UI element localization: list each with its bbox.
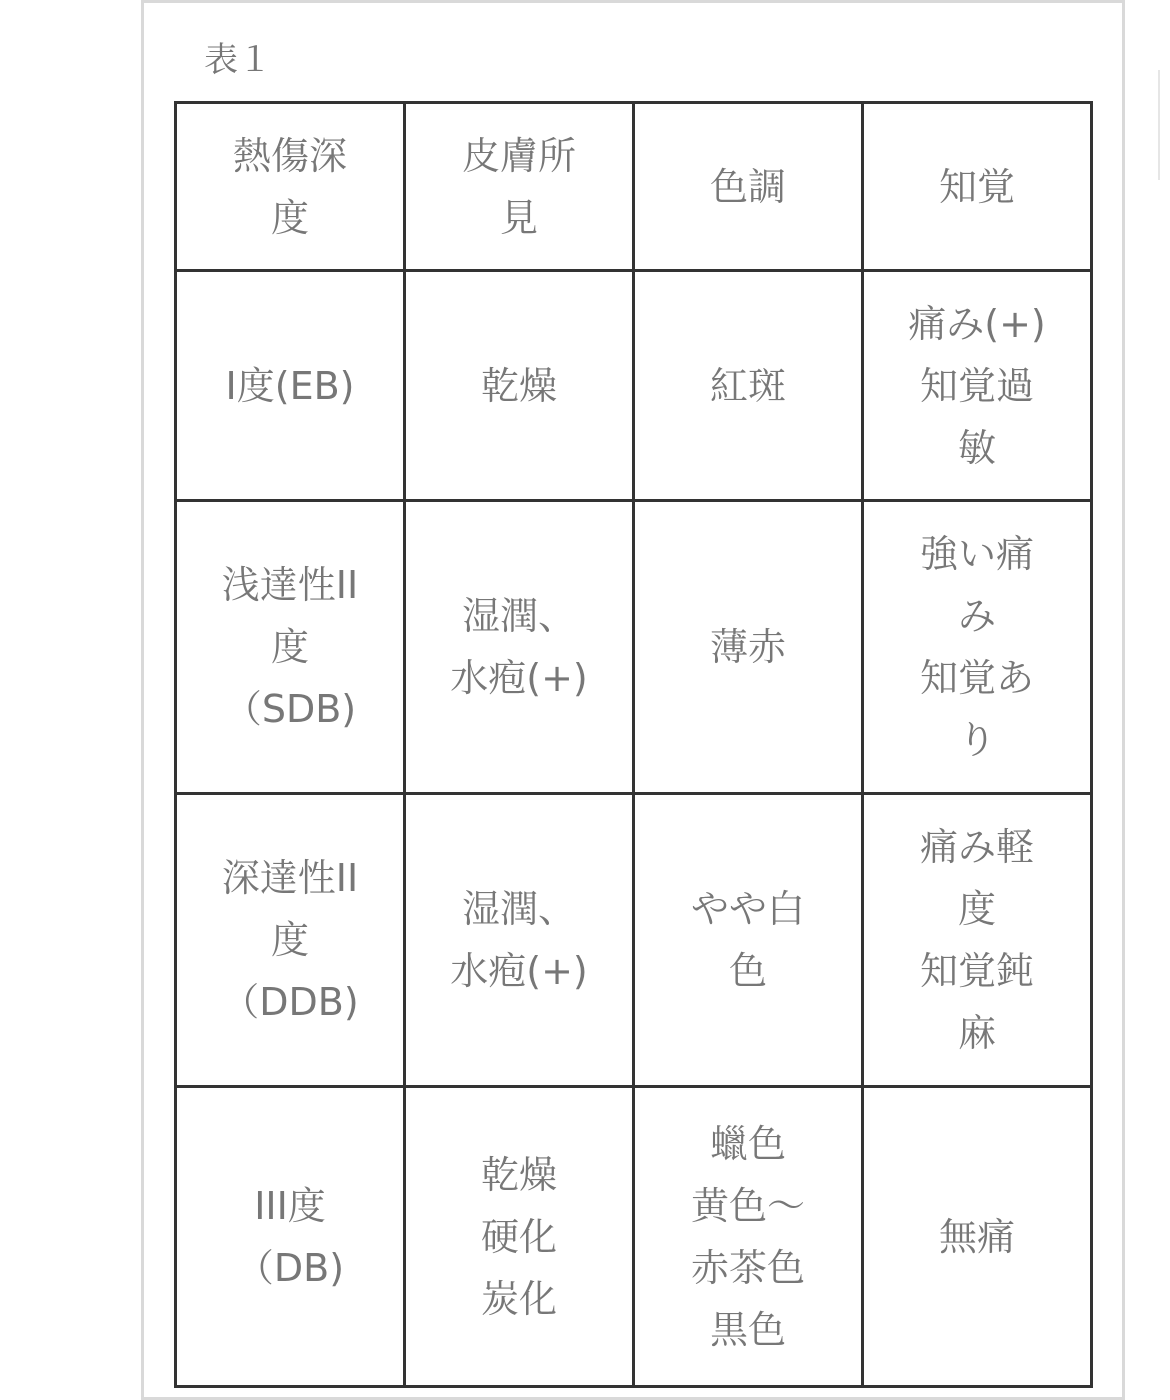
cell-line: 黒色 (709, 1307, 786, 1352)
cell-line: 水疱(+) (450, 656, 588, 700)
cell-line: 黄色～ (690, 1183, 805, 1228)
table-cell (405, 271, 634, 501)
cell-line: 知覚あ (919, 656, 1034, 700)
table-cell (176, 501, 405, 794)
cell-line: 度 (957, 887, 996, 931)
cell-line: 敏 (957, 425, 996, 470)
table-cell (405, 501, 634, 794)
cell-line: 知覚 (938, 164, 1015, 209)
table-row (176, 501, 1092, 794)
table-caption: 表１ (204, 40, 272, 80)
cell-line: （SDB) (223, 687, 357, 731)
cell-line: 無痛 (938, 1214, 1015, 1259)
cell-line: 赤茶色 (690, 1245, 805, 1290)
cell-line: I度(EB) (225, 363, 355, 408)
table-cell (176, 1087, 405, 1387)
header-cell (634, 103, 863, 271)
cell-line: 蠟色 (709, 1121, 786, 1166)
cell-line: 深達性II (221, 856, 359, 900)
cell-line: 見 (499, 195, 538, 240)
cell-line: 硬化 (480, 1214, 557, 1259)
cell-line: 度 (270, 918, 309, 962)
burn-depth-table (174, 101, 1093, 1388)
cell-line: 麻 (957, 1011, 996, 1055)
table-cell (176, 271, 405, 501)
cell-line: 知覚過 (919, 363, 1034, 408)
header-cell (863, 103, 1092, 271)
cell-line: 乾燥 (480, 1152, 557, 1197)
cell-line: 浅達性II (221, 563, 359, 607)
cell-line: （DDB) (221, 980, 359, 1024)
cell-line: 薄赤 (709, 625, 786, 669)
table-cell (405, 794, 634, 1087)
table-row (176, 1087, 1092, 1387)
cell-line: 乾燥 (480, 363, 557, 408)
table-cell (405, 1087, 634, 1387)
table-cell (863, 794, 1092, 1087)
cell-line: 強い痛 (919, 532, 1034, 576)
cell-line: 湿潤、 (461, 887, 576, 931)
table-cell (634, 794, 863, 1087)
cell-line: 度 (270, 195, 309, 240)
cell-line: （DB) (235, 1245, 345, 1290)
table-cell (176, 794, 405, 1087)
cell-line: 痛み(+) (908, 301, 1046, 346)
cell-line: 痛み軽 (919, 825, 1034, 869)
table-row (176, 271, 1092, 501)
cell-line: 湿潤、 (461, 594, 576, 638)
table-header-row (176, 103, 1092, 271)
cell-line: 色調 (709, 164, 786, 209)
cell-line: 炭化 (480, 1276, 557, 1321)
cell-line: 皮膚所 (461, 133, 576, 178)
cell-line: み (957, 594, 996, 638)
cell-line: 熱傷深 (232, 133, 347, 178)
table-row (176, 794, 1092, 1087)
table-cell (863, 271, 1092, 501)
table-cell (634, 501, 863, 794)
table-cell (863, 501, 1092, 794)
cell-line: 知覚鈍 (919, 949, 1034, 993)
cell-line: 水疱(+) (450, 949, 588, 993)
cell-line: り (957, 718, 996, 762)
cell-line: 度 (270, 625, 309, 669)
header-cell (405, 103, 634, 271)
cell-line: 紅斑 (709, 363, 786, 408)
table-cell (634, 1087, 863, 1387)
table-cell (634, 271, 863, 501)
cell-line: やや白 (690, 887, 805, 931)
cell-line: III度 (254, 1183, 326, 1228)
scroll-edge (1158, 70, 1170, 180)
cell-line: 色 (728, 949, 767, 993)
header-cell (176, 103, 405, 271)
table-cell (863, 1087, 1092, 1387)
